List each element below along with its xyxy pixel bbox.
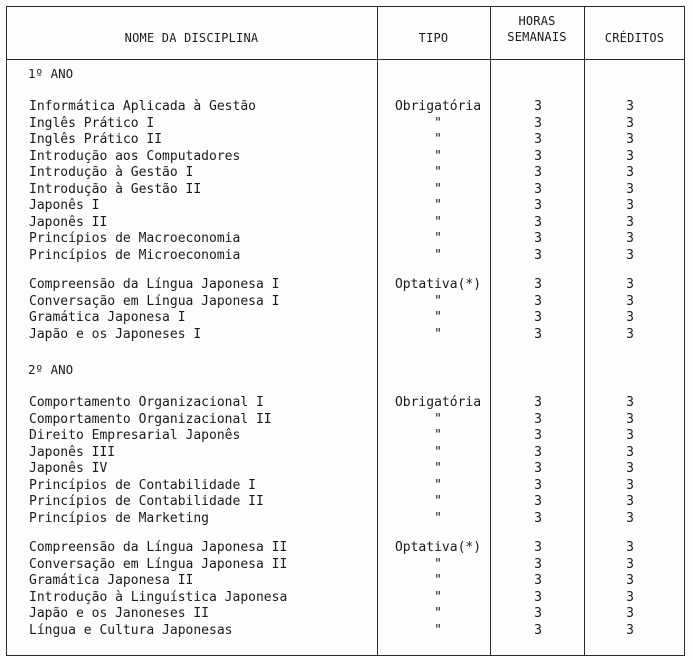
- course-type: ": [434, 494, 442, 509]
- credits: 3: [626, 444, 634, 460]
- weekly-hours: 3: [534, 198, 542, 213]
- table-row: [0, 540, 693, 557]
- course-name: Japonês IV: [29, 461, 108, 476]
- course-type: ": [434, 181, 442, 197]
- course-name: Inglês Prático I: [29, 115, 155, 131]
- weekly-hours: 3: [534, 165, 542, 180]
- credits: 3: [626, 115, 634, 131]
- weekly-hours: 3: [534, 540, 542, 555]
- table-row: [0, 99, 693, 116]
- course-type: ": [434, 198, 442, 213]
- course-name: Introdução aos Computadores: [29, 148, 241, 164]
- course-type: Optativa(*): [394, 277, 482, 292]
- course-type: Obrigatória: [394, 395, 482, 410]
- weekly-hours: 3: [534, 181, 542, 197]
- credits: 3: [626, 622, 634, 638]
- course-name: Gramática Japonesa II: [29, 573, 194, 588]
- course-name: Introdução à Gestão I: [29, 165, 194, 180]
- weekly-hours: 3: [534, 99, 542, 114]
- table-row: [0, 165, 693, 182]
- course-name: Direito Empresarial Japonês: [29, 428, 241, 443]
- credits: 3: [626, 214, 634, 230]
- course-name: Japonês II: [29, 214, 108, 230]
- header-tipo: TIPO: [418, 31, 449, 45]
- credits: 3: [626, 99, 634, 114]
- course-type: ": [434, 293, 442, 309]
- course-type: ": [434, 461, 442, 476]
- course-type: ": [434, 247, 442, 263]
- credits: 3: [626, 310, 634, 325]
- credits: 3: [626, 247, 634, 263]
- course-name: Princípios de Macroeconomia: [29, 231, 241, 246]
- course-name: Comportamento Organizacional I: [29, 395, 264, 410]
- credits: 3: [626, 494, 634, 509]
- credits: 3: [626, 165, 634, 180]
- credits: 3: [626, 461, 634, 476]
- course-type: ": [434, 115, 442, 131]
- course-type: ": [434, 428, 442, 443]
- credits: 3: [626, 573, 634, 588]
- weekly-hours: 3: [534, 477, 542, 493]
- course-name: Introdução à Gestão II: [29, 181, 202, 197]
- header-nome: NOME DA DISCIPLINA: [124, 31, 259, 45]
- year-label: 1º ANO: [28, 66, 74, 81]
- header-horas-line2: SEMANAIS: [507, 30, 567, 44]
- table-row: [0, 182, 693, 199]
- course-name: Língua e Cultura Japonesas: [29, 622, 233, 638]
- weekly-hours: 3: [534, 148, 542, 164]
- weekly-hours: 3: [534, 326, 542, 342]
- weekly-hours: 3: [534, 395, 542, 410]
- credits: 3: [626, 148, 634, 164]
- credits: 3: [626, 477, 634, 493]
- course-name: Inglês Prático II: [29, 132, 163, 147]
- weekly-hours: 3: [534, 231, 542, 246]
- course-name: Princípios de Marketing: [29, 510, 210, 526]
- course-name: Conversação em Língua Japonesa II: [29, 556, 288, 572]
- table-row: [0, 428, 693, 445]
- course-type: ": [434, 132, 442, 147]
- course-name: Comportamento Organizacional II: [29, 411, 272, 427]
- credits: 3: [626, 556, 634, 572]
- weekly-hours: 3: [534, 556, 542, 572]
- weekly-hours: 3: [534, 310, 542, 325]
- table-row: [0, 478, 693, 495]
- course-type: Obrigatória: [394, 99, 482, 114]
- header-creditos: CRÉDITOS: [604, 31, 665, 45]
- table-row: [0, 198, 693, 215]
- course-type: ": [434, 573, 442, 588]
- course-type: Optativa(*): [394, 540, 482, 555]
- table-row: [0, 590, 693, 607]
- table-row: [0, 623, 693, 640]
- course-name: Gramática Japonesa I: [29, 310, 186, 325]
- credits: 3: [626, 395, 634, 410]
- course-name: Princípios de Microeconomia: [29, 247, 241, 263]
- table-row: [0, 557, 693, 574]
- course-type: ": [434, 231, 442, 246]
- course-type: ": [434, 477, 442, 493]
- course-name: Compreensão da Língua Japonesa II: [29, 540, 288, 555]
- credits: 3: [626, 589, 634, 605]
- weekly-hours: 3: [534, 573, 542, 588]
- course-type: ": [434, 310, 442, 325]
- weekly-hours: 3: [534, 444, 542, 460]
- course-name: Introdução à Linguística Japonesa: [29, 589, 288, 605]
- course-name: Japão e os Janoneses II: [29, 606, 210, 621]
- table-row: [0, 248, 693, 265]
- credits: 3: [626, 606, 634, 621]
- weekly-hours: 3: [534, 247, 542, 263]
- course-name: Princípios de Contabilidade II: [29, 494, 264, 509]
- course-type: ": [434, 444, 442, 460]
- credits: 3: [626, 411, 634, 427]
- weekly-hours: 3: [534, 606, 542, 621]
- course-name: Informática Aplicada à Gestão: [29, 99, 256, 114]
- course-name: Compreensão da Língua Japonesa I: [29, 277, 280, 292]
- credits: 3: [626, 231, 634, 246]
- course-type: ": [434, 606, 442, 621]
- credits: 3: [626, 428, 634, 443]
- credits: 3: [626, 293, 634, 309]
- credits: 3: [626, 132, 634, 147]
- table-row: [0, 327, 693, 344]
- credits: 3: [626, 181, 634, 197]
- weekly-hours: 3: [534, 293, 542, 309]
- course-type: ": [434, 165, 442, 180]
- course-name: Japonês I: [29, 198, 100, 213]
- weekly-hours: 3: [534, 622, 542, 638]
- weekly-hours: 3: [534, 411, 542, 427]
- course-name: Conversação em Língua Japonesa I: [29, 293, 280, 309]
- weekly-hours: 3: [534, 494, 542, 509]
- table-row: [0, 445, 693, 462]
- weekly-hours: 3: [534, 461, 542, 476]
- table-row: [0, 606, 693, 623]
- weekly-hours: 3: [534, 214, 542, 230]
- table-row: [0, 231, 693, 248]
- course-type: ": [434, 556, 442, 572]
- weekly-hours: 3: [534, 132, 542, 147]
- table-row: [0, 573, 693, 590]
- credits: 3: [626, 540, 634, 555]
- header-horas-line1: HORAS: [518, 14, 556, 28]
- weekly-hours: 3: [534, 277, 542, 292]
- weekly-hours: 3: [534, 428, 542, 443]
- course-type: ": [434, 411, 442, 427]
- course-type: ": [434, 214, 442, 230]
- course-type: ": [434, 510, 442, 526]
- table-row: [0, 215, 693, 232]
- course-type: ": [434, 148, 442, 164]
- table-row: [0, 310, 693, 327]
- credits: 3: [626, 326, 634, 342]
- table-row: [0, 116, 693, 133]
- table-row: [0, 395, 693, 412]
- table-row: [0, 132, 693, 149]
- year-label: 2º ANO: [28, 362, 74, 377]
- table-row: [0, 149, 693, 166]
- table-row: [0, 412, 693, 429]
- weekly-hours: 3: [534, 589, 542, 605]
- weekly-hours: 3: [534, 510, 542, 526]
- credits: 3: [626, 510, 634, 526]
- course-type: ": [434, 326, 442, 342]
- table-row: [0, 511, 693, 528]
- course-name: Princípios de Contabilidade I: [29, 477, 256, 493]
- course-name: Japão e os Japoneses I: [29, 326, 202, 342]
- table-row: [0, 277, 693, 294]
- table-row: [0, 294, 693, 311]
- table-row: [0, 494, 693, 511]
- course-type: ": [434, 622, 442, 638]
- credits: 3: [626, 198, 634, 213]
- credits: 3: [626, 277, 634, 292]
- course-name: Japonês III: [29, 444, 116, 460]
- weekly-hours: 3: [534, 115, 542, 131]
- table-row: [0, 461, 693, 478]
- course-type: ": [434, 589, 442, 605]
